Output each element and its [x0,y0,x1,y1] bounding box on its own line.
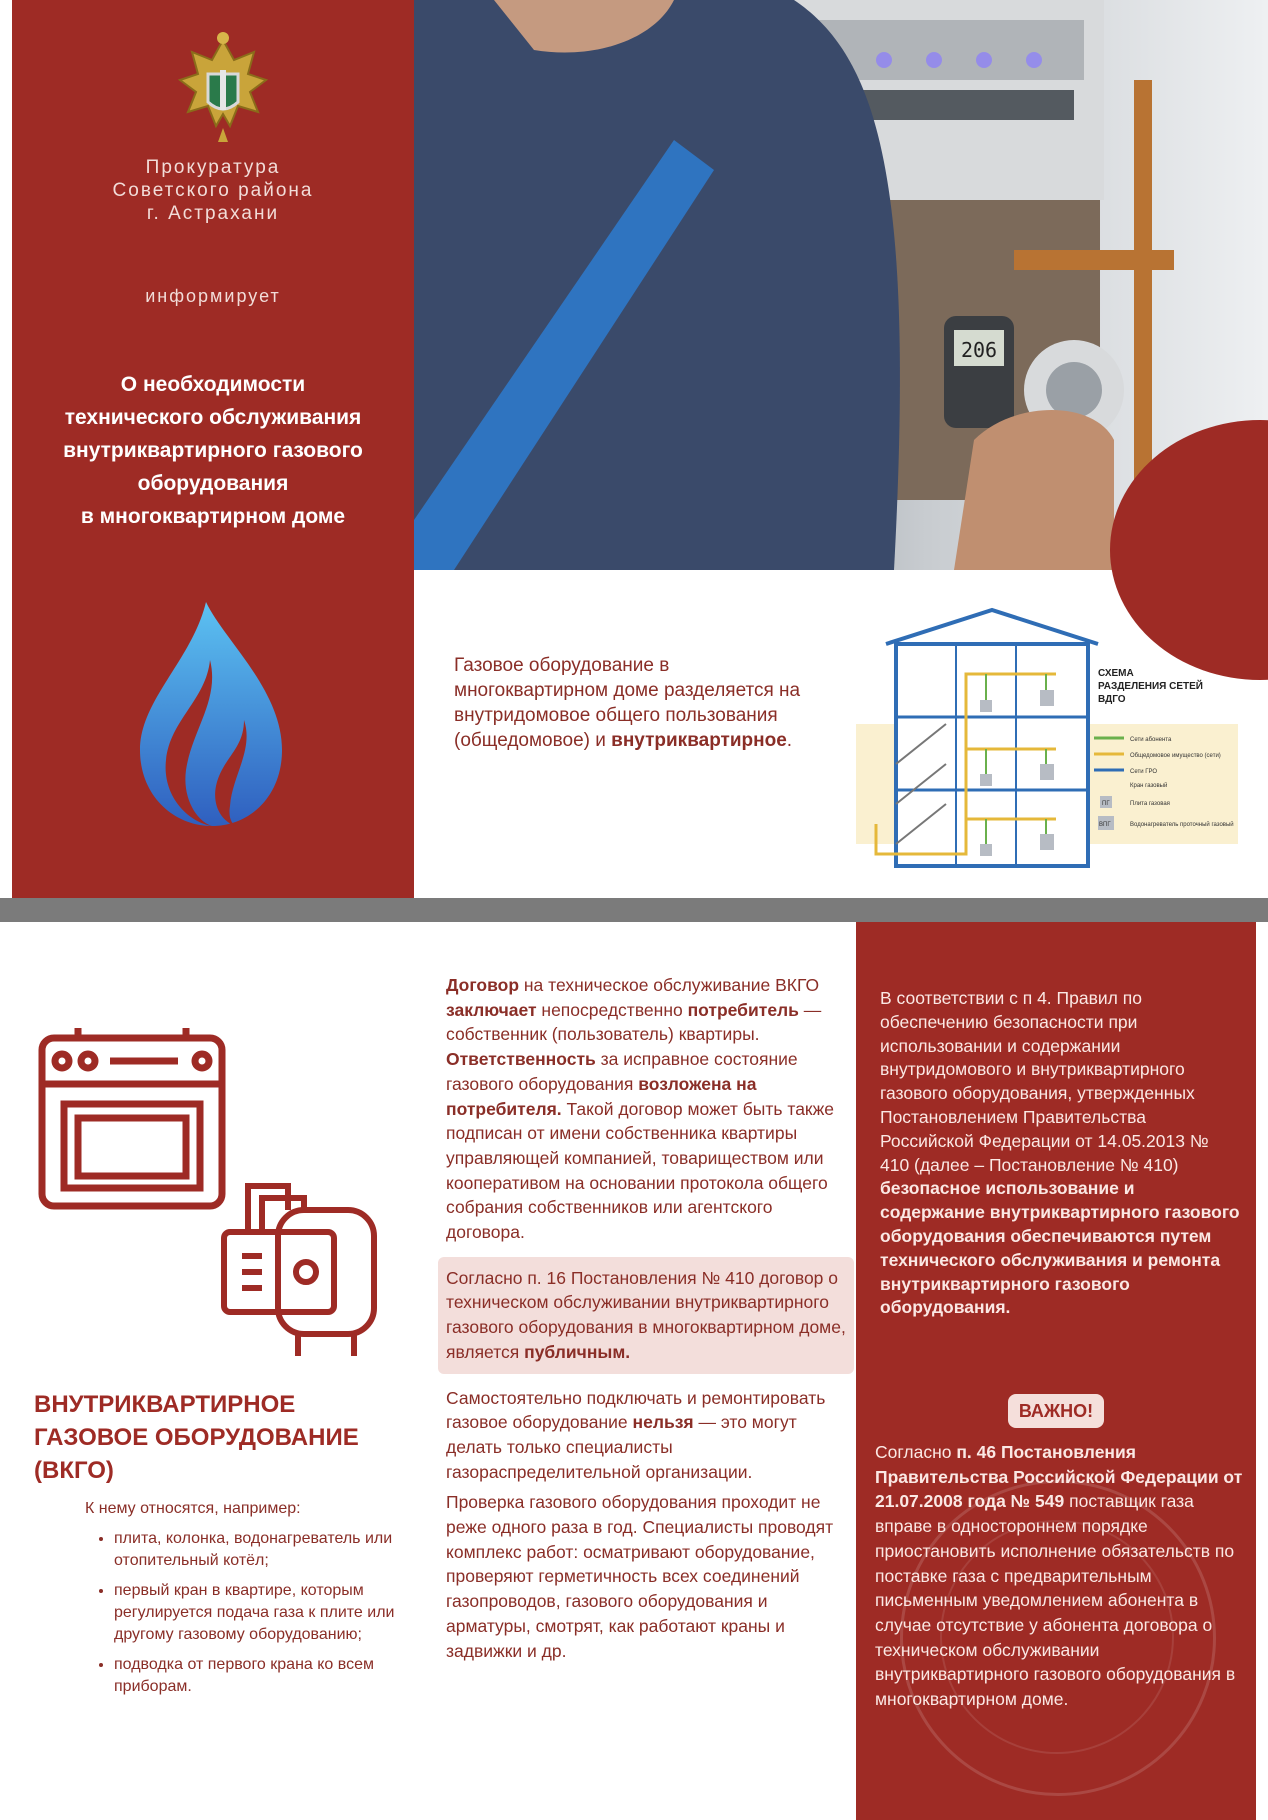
text: Самостоятельно подключать и ремонтировать газовое оборудование [446,1387,826,1433]
bold-text: Договор [446,975,520,995]
org-line: Прокуратура [145,157,281,178]
scheme-pg-label: ПГ [1102,801,1110,807]
title-line: оборудования [137,472,289,495]
scheme-vpg-label: ВПГ [1099,822,1111,828]
scheme-legend-item: Сети ГРО [1130,769,1158,775]
vkgo-heading [34,1388,414,1487]
text: непосредственно [536,999,688,1020]
intro-text-end: . [786,730,793,751]
informs-label: информирует [145,286,281,306]
organization-name [12,156,414,225]
intro-text [454,653,826,753]
scheme-legend-item: Кран газовый [1130,783,1168,789]
scheme-legend-item: Общедомовое имущество (сети) [1130,753,1221,759]
org-line: г. Астрахани [146,203,280,224]
contract-column [446,973,846,1663]
gas-flame-drop-icon [132,600,292,830]
meter-reading: 206 [960,338,998,362]
public-contract-note [438,1257,854,1374]
gas-supply-rule [875,1440,1245,1712]
important-badge: ВАЖНО! [1008,1394,1104,1428]
list-item: • плита, колонка, водонагреватель или отопительный котёл; [114,1528,444,1572]
bold-text: потребитель [687,999,799,1020]
rules-text [880,987,1240,1320]
bold-text: публичным. [524,1341,631,1362]
text: В соответствии с п 4. Правил по обеспечению безопасности при использовании и содержании внутридомового и внутриквартирного газового оборудования, утвержденных Постановлением Правительства Российской Федерации от 14.05.2013 № 410 (далее – Постановление № 410) [880,988,1209,1175]
title-line: внутриквартирного газового [63,439,363,462]
intro-text-bold: внутриквартирное [611,730,787,751]
repair-note [446,1386,846,1485]
bold-text: нельзя [632,1412,694,1433]
scheme-title-line: ВДГО [1098,694,1126,705]
scheme-title-line: СХЕМА [1098,668,1134,679]
text: — собственник (пользователь) квартиры. [446,999,822,1045]
emblem-icon [172,30,274,148]
title-line: в многоквартирном доме [80,505,346,528]
vkgo-intro: К нему относятся, например: [85,1500,301,1517]
bold-text: безопасное использование и содержание внутриквартирного газового оборудования обеспечиваются путем технического обслуживания и ремонта внутриквартирного газового оборудования. [880,1178,1240,1318]
vkgo-heading-line: ВНУТРИКВАРТИРНОЕ [34,1391,296,1418]
text: Такой договор может быть также подписан от имени собственника квартиры управляющей компанией, товариществом или кооперативом на основании протокола общего собрания собственников или агентского договора. [446,1098,835,1243]
scheme-legend-item: Плита газовая [1130,801,1170,807]
text: за исправное состояние газового оборудования [446,1049,798,1094]
list-item: • первый кран в квартире, которым регулируется подача газа к плите или другому газовому оборудованию; [114,1580,444,1646]
vkgo-heading-line: ГАЗОВОЕ ОБОРУДОВАНИЕ [34,1424,359,1451]
text: Согласно [875,1442,957,1462]
title-line: О необходимости [120,373,306,396]
network-scheme-diagram [856,604,1238,876]
scheme-title-line: РАЗДЕЛЕНИЯ СЕТЕЙ [1098,681,1203,692]
gas-boiler-icon [218,1180,378,1360]
text: — это могут делать только специалисты газораспределительной организации. [446,1412,797,1482]
bold-text: Ответственность [446,1049,596,1070]
vkgo-list [88,1528,444,1706]
fold-divider [0,898,1268,922]
vkgo-heading-line: (ВКГО) [34,1457,114,1484]
text: Согласно п. 16 Постановления № 410 договор о техническом обслуживании внутриквартирного газового оборудования в многоквартирном доме, является [446,1267,846,1362]
bold-text: п. 46 Постановления Правительства Российской Федерации от 21.07.2008 года № 549 [875,1442,1243,1512]
bold-text: возложена на потребителя. [446,1073,757,1119]
stove-icon [38,1024,226,1210]
bold-text: заключает [446,999,537,1020]
scheme-legend-item: Водонагреватель проточный газовый [1130,822,1234,828]
list-item: • подводка от первого крана ко всем приборам. [114,1654,444,1698]
text: на техническое обслуживание ВКГО [519,975,820,995]
org-line: Советского района [112,180,314,201]
title-line: технического обслуживания [64,406,362,429]
scheme-legend-item: Сети абонента [1130,737,1172,743]
leaflet-title [40,368,386,533]
intro-text-body: Газовое оборудование в многоквартирном доме разделяется на внутридомовое общего пользования (общедомовое) и [454,655,801,751]
text: поставщик газа вправе в одностороннем порядке приостановить исполнение обязательств по поставке газа с предварительным письменным уведомлением абонента в случае отсутствие у абонента договора о техническом обслуживании внутриквартирного газового оборудования в многоквартирном доме. [875,1491,1236,1710]
contract-paragraph [446,973,846,1245]
inspection-note: Проверка газового оборудования проходит не реже одного раза в год. Специалисты проводят комплекс работ: осматривают оборудование, проверяют герметичность всех соединений газопроводов, газового оборудования и арматуры, смотрят, как работают краны и задвижки и др. [446,1492,834,1661]
